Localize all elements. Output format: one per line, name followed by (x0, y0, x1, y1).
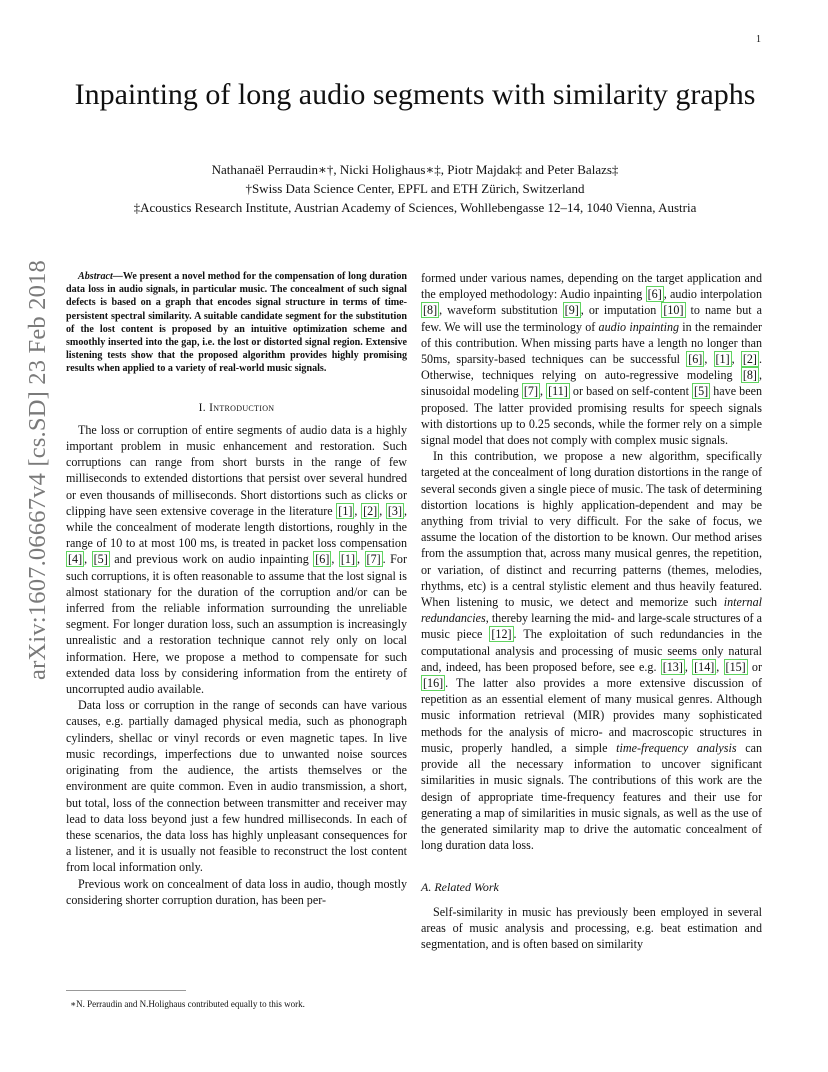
text-run: have been proposed. The latter provided promising results for speech signals with distortions up to 0.25 seconds, while the former rely on a simple signal model that does not comply with complex music signals. (421, 384, 762, 448)
citation-link[interactable]: [5] (694, 384, 709, 399)
section-number: I. (198, 401, 210, 414)
text-run: , (354, 503, 362, 518)
citation-link[interactable]: [6] (647, 287, 662, 302)
text-run: , (84, 552, 92, 567)
citation-link[interactable]: [14] (694, 659, 715, 674)
text-run: can provide all the necessary information to uncover significant similarities in music signals. The contributions of this work are the design of appropriate time-frequency features and their use for generating a map of similarities in music signals, as well as the use of the generated similarity map to drive the automatic concealment of long duration data loss. (421, 740, 762, 853)
subsection-heading-related-work: A. Related Work (421, 880, 499, 895)
citation-link[interactable]: [9] (564, 303, 579, 318)
text-run: . The latter also provides a more extensive discussion of repetition as an essential element of many musical genres. Although music information retrieval (MIR) provides many sophisticated methods for the analysis of micro- and macroscopic structures in music, properly handled, a simple (421, 676, 762, 755)
abstract (66, 270, 407, 376)
footnote: ∗N. Perraudin and N.Holighaus contributed equally to this work. (70, 999, 305, 1009)
arxiv-stamp: arXiv:1607.06667v4 [cs.SD] 23 Feb 2018 (24, 260, 51, 680)
citation-link[interactable]: [13] (662, 659, 683, 674)
text-run: , while the concealment of moderate length distortions, roughly in the range of 10 to at most 100 ms, is treated in packet loss compensation (66, 503, 408, 551)
abstract-text: We present a novel method for the compensation of long duration data loss in audio signals, in particular music. The concealment of such signal defects is based on a graph that encodes signal structure in terms of time-persistent spectral similarity. A suitable candidate segment for the substitution of the lost content is proposed by an intuitive optimization scheme and smoothly inserted into the gap, i.e. the lost or distorted signal region. Extensive listening tests show that the proposed algorithm provides highly promising results when applied to a variety of real-world music signals. (66, 271, 407, 375)
text-run: , (731, 352, 741, 367)
text-run: in the remainder of this contribution. When missing parts have a length no longer than 50ms, sparsity-based techniques can be successful (421, 319, 762, 367)
text-run: or (747, 659, 763, 674)
text-run: , (716, 659, 724, 674)
text-run: to name but a few. We will use the terminology of (421, 303, 762, 334)
text-run: , (379, 503, 386, 518)
citation-link[interactable]: [8] (742, 368, 757, 383)
citation-link[interactable]: [5] (93, 552, 108, 567)
footnote-rule (66, 990, 186, 991)
right-column (421, 270, 762, 952)
text-run: , thereby learning the mid- and large-scale structures of a music piece (421, 611, 762, 642)
emphasis-term: audio inpainting (598, 319, 680, 334)
text-run: , audio interpolation (663, 287, 762, 302)
citation-link[interactable]: [2] (742, 352, 757, 367)
text-run: , (540, 384, 547, 399)
citation-link[interactable]: [11] (548, 384, 568, 399)
intro-paragraph-1 (66, 422, 407, 697)
section-title: Introduction (209, 401, 275, 414)
citation-link[interactable]: [6] (688, 352, 703, 367)
citation-link[interactable]: [3] (387, 503, 402, 518)
paper-title: Inpainting of long audio segments with similarity graphs (74, 78, 756, 111)
text-run: , (684, 659, 693, 674)
citation-link[interactable]: [1] (340, 552, 356, 567)
citation-link[interactable]: [1] (715, 352, 730, 367)
citation-link[interactable]: [7] (366, 552, 381, 567)
section-heading-introduction (66, 400, 407, 416)
text-run: , or imputation (580, 303, 662, 318)
text-run: The loss or corruption of entire segments of audio data is a highly important problem in music enhancement and restoration. Such corruptions can range from short bursts in the range of few milliseconds to extended distortions that persist over several hundred or even thousands of milliseconds. Short distortions such as clicks or clipping have seen extensive coverage in the literature (66, 422, 407, 518)
text-run: or based on self-content (569, 384, 693, 399)
citation-link[interactable]: [15] (725, 659, 746, 674)
citation-link[interactable]: [12] (491, 627, 512, 642)
text-run: , (357, 552, 365, 567)
intro-paragraph-3: Previous work on concealment of data loss in audio, though mostly considering shorter corruption duration, has been per- (66, 876, 407, 907)
text-run: , waveform substitution (439, 303, 563, 318)
text-run: . For such corruptions, it is often reasonable to assume that the lost signal is almost stationary for the duration of the corruption and/or can be inferred from the reliable information surrounding the unreliable segment. For longer duration loss, such an assumption is increasingly unrealistic and a restoration technique cannot rely only on local information. Here, we propose a method to compensate for such extended data loss by considering information from the entirety of uncorrupted audio available. (66, 552, 407, 697)
text-run: , (331, 552, 339, 567)
citation-link[interactable]: [1] (338, 503, 353, 518)
intro-paragraph-2: Data loss or corruption in the range of seconds can have various causes, e.g. partially damaged physical media, such as phonograph cylinders, shellac or vinyl records or even magnetic tapes. In live music recordings, imperfections due to unwanted noise sources originating from the audience, the artists themselves or the environment are quite common. Even in audio transmission, a short, but total, loss of the connection between transmitter and receiver may lead to data loss beyond just a few hundred milliseconds. In each of these scenarios, the data loss has highly unpleasant consequences for a listener, and it is usually not feasible to reconstruct the lost content from local information only. (66, 698, 407, 875)
page-number: 1 (756, 34, 761, 45)
related-work-paragraph-1: Self-similarity in music has previously been employed in several areas of music analysis and processing, e.g. beat estimation and segmentation, and is often based on similarity (421, 904, 762, 951)
citation-link[interactable]: [7] (523, 384, 539, 399)
text-run: , (704, 352, 714, 367)
author-block (40, 160, 790, 217)
abstract-lead: Abstract— (78, 271, 123, 282)
citation-link[interactable]: [2] (363, 503, 378, 518)
citation-link[interactable]: [16] (423, 676, 444, 691)
citation-link[interactable]: [4] (68, 552, 83, 567)
citation-link[interactable]: [6] (315, 552, 330, 567)
text-run: and previous work on audio inpainting (109, 552, 314, 567)
intro-paragraph-3-continued (421, 270, 762, 448)
emphasis-term: internal redundancies (421, 595, 762, 626)
intro-paragraph-4 (421, 448, 762, 853)
left-column (66, 270, 407, 908)
citation-link[interactable]: [10] (663, 303, 684, 318)
citation-link[interactable]: [8] (423, 303, 438, 318)
text-run: . The exploitation of such redundancies in the computational analysis and processing of music seems only natural and, indeed, has been proposed before, see e.g. (421, 627, 763, 674)
affiliation-2: ‡Acoustics Research Institute, Austrian Academy of Sciences, Wohllebengasse 12–14, 1040 Vienna, Austria (133, 200, 697, 215)
authors-line: Nathanaël Perraudin∗†, Nicki Holighaus∗‡, Piotr Majdak‡ and Peter Balazs‡ (211, 162, 619, 177)
text-run: . Otherwise, techniques relying on auto-regressive modeling (421, 352, 762, 383)
emphasis-term: time-frequency analysis (616, 740, 737, 755)
affiliation-1: †Swiss Data Science Center, EPFL and ETH Zürich, Switzerland (245, 181, 585, 196)
text-run: formed under various names, depending on the target application and the employed methodology: Audio inpainting (421, 271, 762, 302)
text-run: In this contribution, we propose a new algorithm, specifically targeted at the concealment of long duration distortions in the range of several seconds given a single piece of music. The task of determining distortion locations is highly application-dependent and may be anything from trivial to very difficult. For the sake of focus, we assume the location of the distortion to be known. Our method arises from the assumption that, across many musical genres, the repetition, or variation, of distinct and recurring patterns (themes, melodies, rhythms, etc) is a central stylistic element and thus heavily featured. When listening to music, we detect and memorize such (421, 449, 762, 610)
text-run: , sinusoidal modeling (421, 368, 762, 399)
